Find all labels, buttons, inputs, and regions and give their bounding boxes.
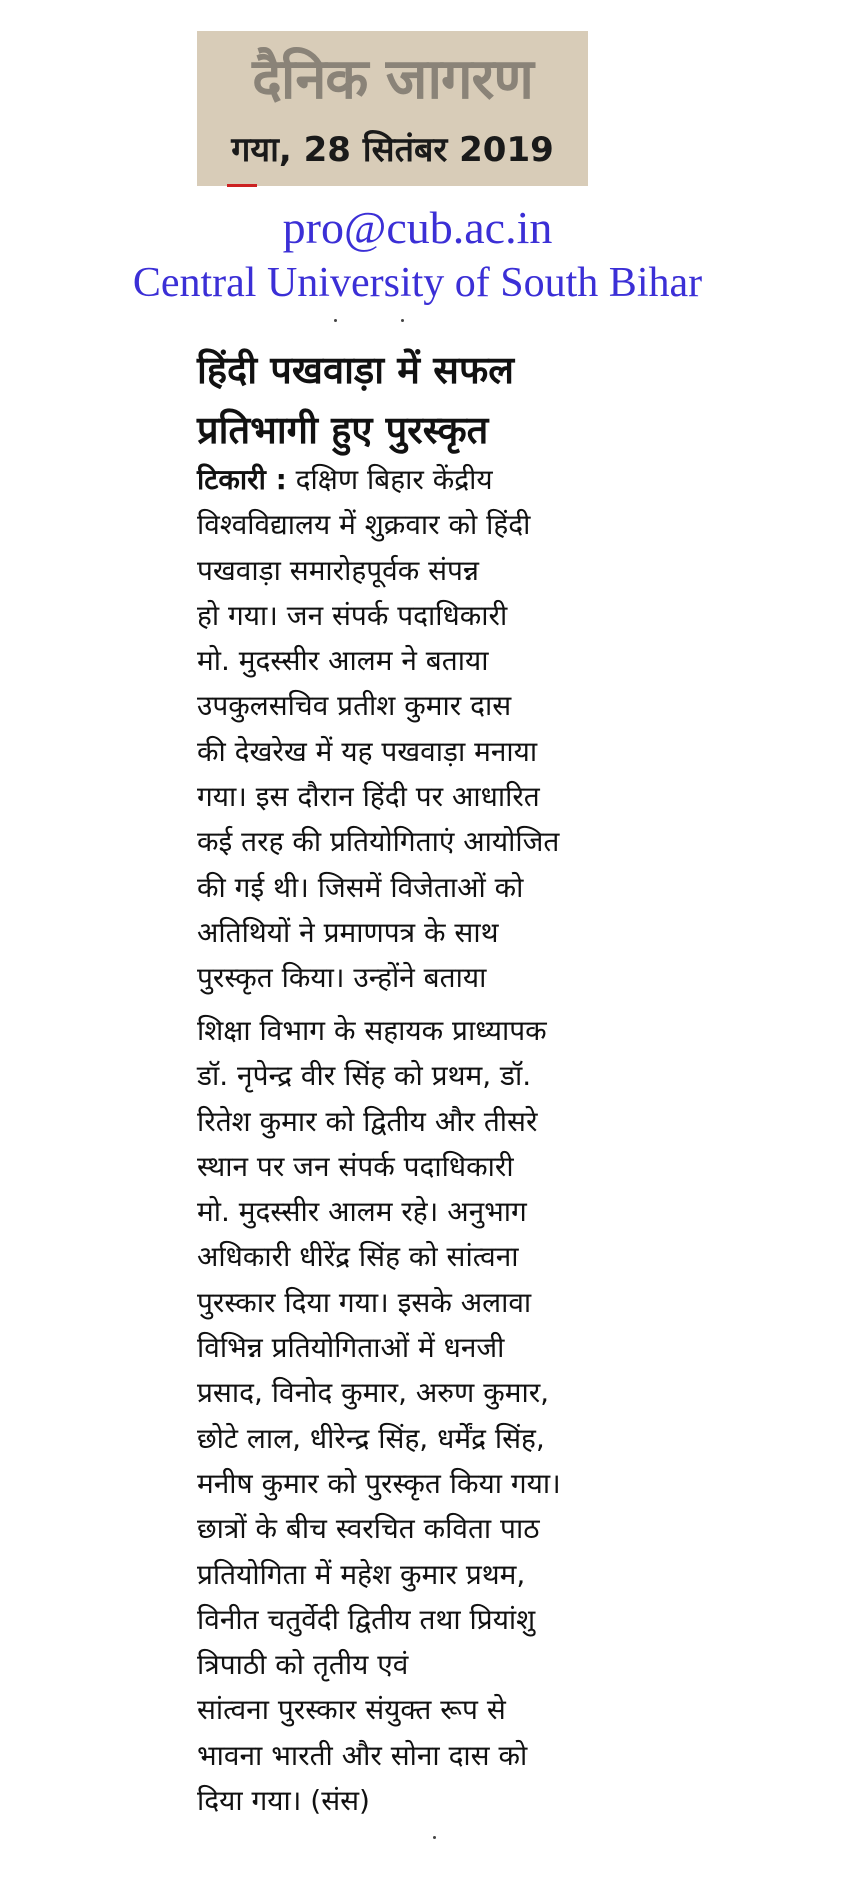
body-line: मो. मुदस्सीर आलम ने बताया: [197, 644, 489, 678]
body-line: स्थान पर जन संपर्क पदाधिकारी: [197, 1149, 514, 1183]
body-line: छात्रों के बीच स्वरचित कविता पाठ: [197, 1512, 540, 1546]
body-line: पखवाड़ा समारोहपूर्वक संपन्न: [197, 553, 479, 587]
place-dateline: टिकारी :: [197, 463, 287, 496]
body-line: विभिन्न प्रतियोगिताओं में धनजी: [197, 1331, 505, 1365]
speck: [433, 1836, 436, 1839]
body-line: प्रसाद, विनोद कुमार, अरुण कुमार,: [197, 1376, 550, 1410]
body-line: छोटे लाल, धीरेन्द्र सिंह, धर्मेंद्र सिंह,: [197, 1421, 545, 1455]
body-line: मनीष कुमार को पुरस्कृत किया गया।: [197, 1466, 561, 1500]
body-line: मो. मुदस्सीर आलम रहे। अनुभाग: [197, 1195, 527, 1229]
article-headline: [197, 340, 657, 460]
pro-email: pro@cub.ac.in: [282, 202, 553, 253]
article-body-column-2: [197, 1008, 647, 1823]
body-line: अतिथियों ने प्रमाणपत्र के साथ: [197, 915, 499, 949]
red-rule-mark: [227, 184, 257, 187]
body-line: पुरस्कृत किया। उन्होंने बताया: [197, 961, 487, 995]
body-line: शिक्षा विभाग के सहायक प्राध्यापक: [197, 1014, 547, 1047]
body-line: हो गया। जन संपर्क पदाधिकारी: [197, 598, 508, 632]
article-body-column-1: [197, 457, 647, 1001]
body-line: विनीत चतुर्वेदी द्वितीय तथा प्रियांशु: [197, 1602, 536, 1636]
newspaper-name: दैनिक जागरण: [252, 47, 533, 112]
body-line: दिया गया। (संस): [197, 1784, 370, 1818]
university-name: Central University of South Bihar: [132, 260, 703, 306]
body-line: उपकुलसचिव प्रतीश कुमार दास: [197, 689, 512, 723]
body-line-text: दक्षिण बिहार केंद्रीय: [286, 463, 493, 496]
body-line: कई तरह की प्रतियोगिताएं आयोजित: [197, 825, 560, 859]
body-line: अधिकारी धीरेंद्र सिंह को सांत्वना: [197, 1240, 519, 1274]
body-line: भावना भारती और सोना दास को: [197, 1738, 528, 1772]
body-line: विश्वविद्यालय में शुक्रवार को हिंदी: [197, 508, 531, 542]
body-line: त्रिपाठी को तृतीय एवं: [197, 1648, 409, 1682]
body-line: डॉ. नृपेन्द्र वीर सिंह को प्रथम, डॉ.: [197, 1059, 532, 1093]
headline-line: हिंदी पखवाड़ा में सफल: [197, 348, 515, 392]
edition-dateline: गया, 28 सितंबर 2019: [231, 130, 554, 170]
headline-line: प्रतिभागी हुए पुरस्कृत: [197, 408, 489, 452]
body-line: रितेश कुमार को द्वितीय और तीसरे: [197, 1104, 538, 1138]
body-line: की देखरेख में यह पखवाड़ा मनाया: [197, 734, 538, 768]
speck: [334, 319, 337, 322]
body-line: सांत्वना पुरस्कार संयुक्त रूप से: [197, 1693, 506, 1727]
body-line: की गई थी। जिसमें विजेताओं को: [197, 870, 524, 904]
body-line: पुरस्कार दिया गया। इसके अलावा: [197, 1285, 532, 1319]
body-line: प्रतियोगिता में महेश कुमार प्रथम,: [197, 1557, 526, 1591]
body-line: गया। इस दौरान हिंदी पर आधारित: [197, 780, 540, 814]
speck: [401, 319, 404, 322]
newspaper-masthead: [197, 31, 588, 186]
body-line: [197, 457, 647, 502]
